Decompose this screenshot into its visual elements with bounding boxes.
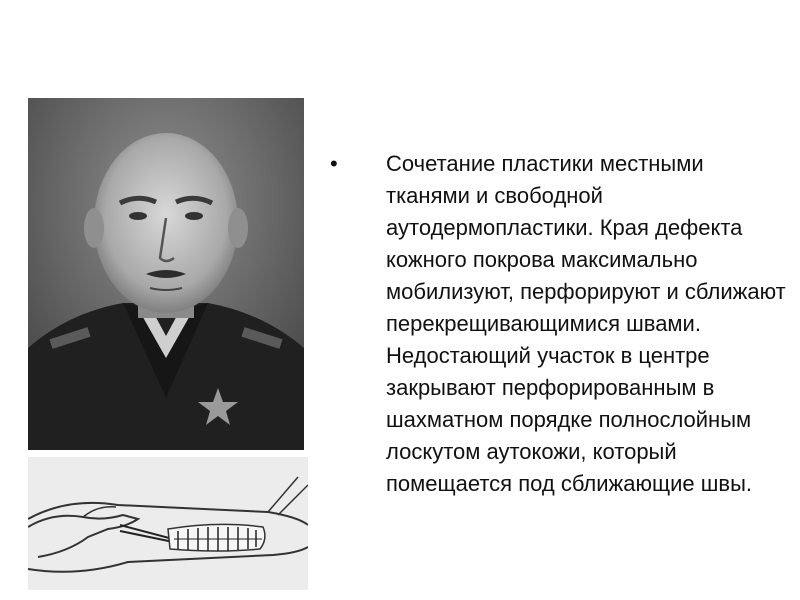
bullet-text: Сочетание пластики местными тканями и свободной аутодермопластики. Края дефекта кожного покрова максимально мобилизуют, перфорируют и сближают перекрещивающимися швами. Недостающий участок в центре закрывают перфорированным в шахматном порядке полнослойным лоскутом аутокожи, который помещается под сближающие швы. (386, 151, 786, 496)
bullet-marker: • (330, 151, 338, 176)
portrait-illustration (28, 98, 304, 450)
portrait-photo (28, 98, 304, 450)
sketch-illustration (28, 457, 308, 590)
surgical-sketch (28, 457, 308, 590)
